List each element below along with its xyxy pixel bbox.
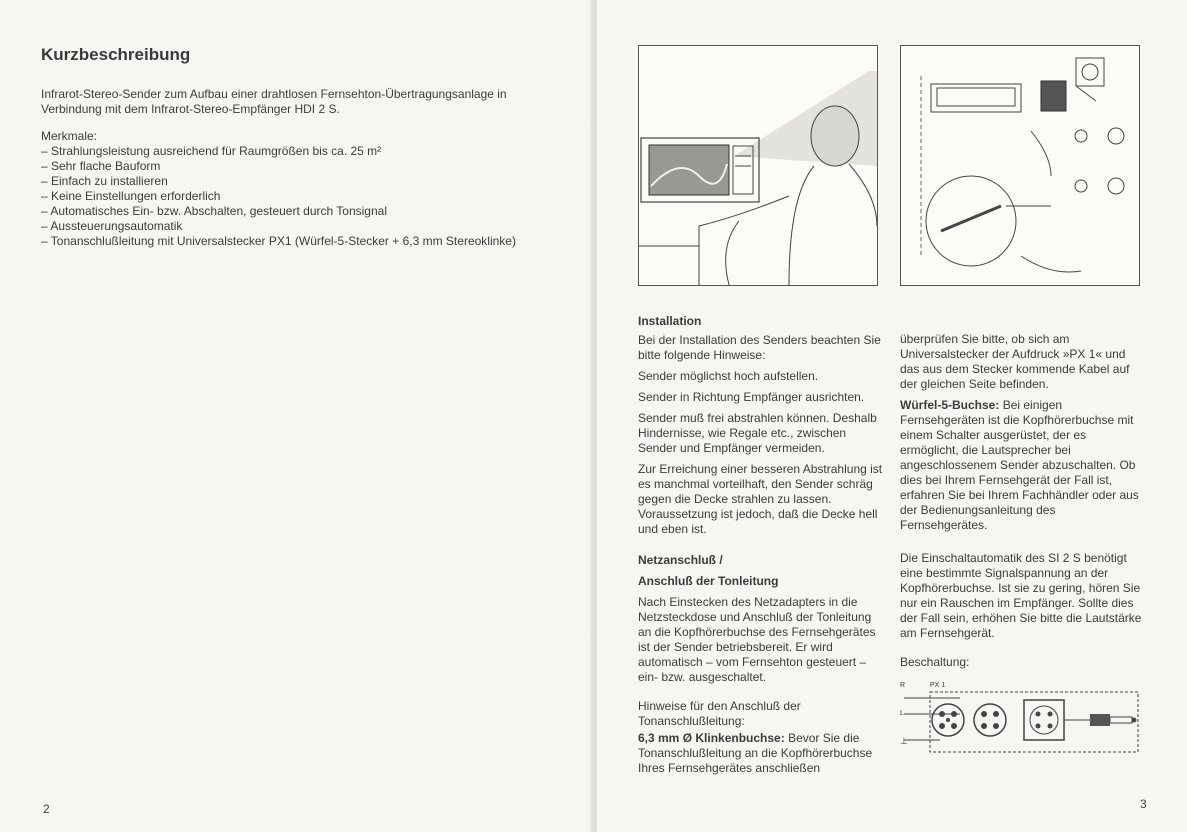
left-page	[0, 0, 593, 832]
installation-hint-2: Sender in Richtung Empfänger ausrichten.	[638, 390, 865, 404]
list-item: – Automatisches Ein- bzw. Abschalten, gesteuert durch Tonsignal	[41, 204, 387, 218]
page-number: 3	[1140, 797, 1147, 811]
netz-heading: Netzanschluß /	[638, 553, 723, 567]
klinke-paragraph	[638, 731, 883, 776]
schematic-l-label: L	[900, 710, 904, 717]
features-heading: Merkmale:	[41, 129, 98, 143]
netz-subheading: Anschluß der Tonleitung	[638, 574, 779, 588]
right-page	[597, 0, 1187, 832]
wiring-schematic	[900, 680, 1145, 760]
beschaltung-label: Beschaltung:	[900, 655, 970, 669]
features-list	[41, 144, 571, 249]
installation-intro: Bei der Installation des Senders beachten Sie bitte folgende Hinweise:	[638, 333, 881, 362]
intro-text: Infrarot-Stereo-Sender zum Aufbau einer drahtlosen Fernsehton-Übertragungsanlage in Verbindung mit dem Infrarot-Stereo-Empfänger HDI 2 S.	[41, 87, 507, 116]
tv-illustration	[638, 45, 878, 286]
schematic-px-label: PX 1	[930, 682, 946, 689]
wuerfel-text: Bei einigen Fernsehgeräten ist die Kopfhörerbuchse mit einem Schalter ausgerüstet, der es ermöglicht, die Lautsprecher bei angeschlossenem Sender abzuschalten. Ob dies bei Ihrem Fernsehgerät der Fall ist, erfahren Sie bei Ihrem Fachhändler oder aus der Bedienungsanleitung des Fernsehgerätes.	[900, 398, 1139, 532]
list-item: – Keine Einstellungen erforderlich	[41, 189, 221, 203]
installation-heading: Installation	[638, 314, 702, 328]
connection-illustration	[900, 45, 1140, 286]
klinke-label: 6,3 mm Ø Klinkenbuchse:	[638, 731, 785, 745]
col2-paragraph-1: überprüfen Sie bitte, ob sich am Universalstecker der Aufdruck »PX 1« und das aus dem Stecker kommende Kabel auf der gleichen Seite befinden.	[900, 332, 1130, 391]
list-item: – Sehr flache Bauform	[41, 159, 161, 173]
col2-paragraph-3: Die Einschaltautomatik des SI 2 S benötigt eine bestimmte Signalspannung an der Kopfhörerbuchse. Ist sie zu gering, hören Sie nur ein Rauschen im Empfänger. Sollte dies der Fall sein, erhöhen Sie bitte die Lautstärke am Fernsehgerät.	[900, 551, 1142, 640]
klinke-text: Bevor Sie die Tonanschlußleitung an die Kopfhörerbuchse Ihres Fernsehgerätes anschließen	[638, 731, 873, 775]
wuerfel-paragraph	[900, 398, 1145, 533]
netz-paragraph: Nach Einstecken des Netzadapters in die Netzsteckdose und Anschluß der Tonleitung an die Kopfhörerbuchse des Fernsehgerätes ist der Sender betriebsbereit. Er wird automatisch – vom Fernsehton gesteuert – ein- bzw. ausgeschaltet.	[638, 595, 876, 684]
connection-column	[900, 332, 1145, 676]
schematic-ground-label: ⊥	[900, 736, 908, 746]
list-item: – Strahlungsleistung ausreichend für Raumgrößen bis ca. 25 m²	[41, 144, 382, 158]
page-number: 2	[43, 802, 50, 816]
list-item: – Aussteuerungsautomatik	[41, 219, 183, 233]
installation-hint-4: Zur Erreichung einer besseren Abstrahlung ist es manchmal vorteilhaft, den Sender schräg gegen die Decke strahlen zu lassen. Voraussetzung ist jedoch, daß die Decke hell und eben ist.	[638, 462, 883, 536]
list-item: – Einfach zu installieren	[41, 174, 168, 188]
installation-hint-1: Sender möglichst hoch aufstellen.	[638, 369, 819, 383]
installation-column	[638, 314, 883, 782]
installation-hint-3: Sender muß frei abstrahlen können. Deshalb Hindernisse, wie Regale etc., zwischen Sender und Empfänger vermeiden.	[638, 411, 877, 455]
list-item: – Tonanschlußleitung mit Universalstecker PX1 (Würfel-5-Stecker + 6,3 mm Stereoklinke)	[41, 234, 516, 248]
page-title: Kurzbeschreibung	[41, 45, 191, 64]
hinweise-paragraph: Hinweise für den Anschluß der Tonanschlußleitung:	[638, 699, 801, 728]
wuerfel-label: Würfel-5-Buchse:	[900, 398, 1000, 412]
schematic-r-label: R	[900, 682, 906, 689]
